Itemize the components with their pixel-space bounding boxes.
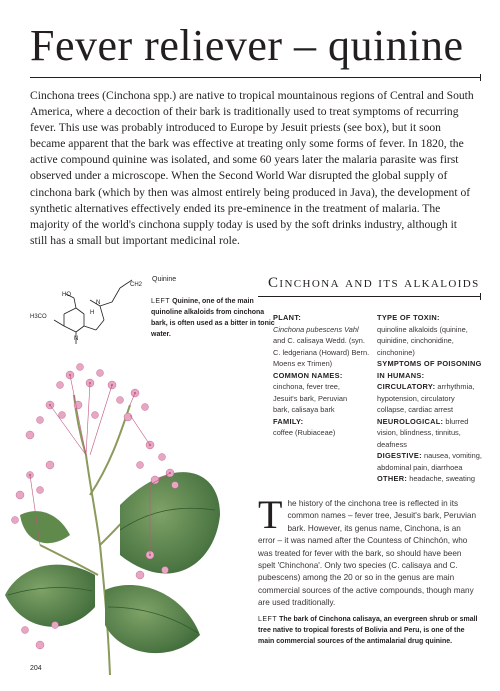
structure-caption [151, 296, 281, 340]
digestive-label: DIGESTIVE: [377, 451, 422, 460]
neurological-value: blurred [445, 416, 469, 426]
circulatory-line [377, 381, 483, 393]
neurological-line [377, 416, 483, 428]
toxin-label: TYPE OF TOXIN: [377, 313, 440, 322]
page-number: 204 [30, 665, 42, 672]
atom-n1: N [96, 300, 101, 306]
toxin-line: cinchonine) [377, 347, 415, 357]
other-line [377, 473, 483, 485]
caption-text: Quinine, one of the main quinoline alkaloids from cinchona bark, is often used as a bitter in tonic water. [151, 298, 275, 338]
circulatory-label: CIRCULATORY: [377, 382, 436, 391]
plant-line: Moens ex Trimen) [273, 359, 333, 368]
neurological-label: NEUROLOGICAL: [377, 416, 444, 426]
family-label: FAMILY: [273, 416, 304, 426]
cinchona-illustration [0, 345, 230, 675]
title-rule [30, 77, 480, 78]
neurological-line: vision, blindness, tinnitus, [377, 428, 461, 437]
atom-ho: HO [62, 292, 71, 298]
body-text: he history of the cinchona tree is reflected in its common names – fever tree, Jesuit's bark, Peruvian bark. However, its genus name, Cinchona, is an error – it was named after the Countess of Chinchón, who was treated for fever with the bark, so should have been spelt 'Chinchona'. Only two species (C. calisaya and C. pubescens) among the 20 or so in the genus are main commercial sources of the active compounds, though many are used traditionally. [258, 499, 477, 608]
circulatory-line: collapse, cardiac arrest [377, 405, 453, 414]
atom-ch2: CH2 [130, 282, 143, 288]
digestive-value: nausea, vomiting, [423, 451, 482, 460]
plant-label: PLANT: [273, 313, 302, 322]
atom-h: H [90, 310, 95, 316]
circulatory-line: hypotension, circulatory [377, 393, 455, 403]
common-names-line: cinchona, fever tree, [273, 382, 340, 391]
symptoms-label: SYMPTOMS OF POISONING [377, 359, 482, 368]
section-heading: Cinchona and its alkaloids [268, 275, 480, 291]
digestive-line: abdominal pain, diarrhoea [377, 462, 463, 472]
intro-paragraph: Cinchona trees (Cinchona spp.) are native to tropical mountainous regions of Central and South America, where a decoction of their bark is traditionally used to treat symptoms of recurring fever. This use was probably introduced to Europe by Jesuit priests (see box), but it soon became apparent that the bark was effective at treating only some forms of fever. In 1820, the active compound quinine was isolated, and some 60 years later the malaria parasite was first observed under a microscope. When the Second World War disrupted the global supply of cinchona bark (which by then was almost entirely being produced in Java), the development of synthetic alternatives effectively ended its pre-eminence in the treatment of malaria. The majority of the world's cinchona supply today is used by the soft drinks industry, although it still has a small but important medicinal role. [30, 89, 474, 247]
plant-line: and C. calisaya Wedd. (syn. [273, 336, 365, 345]
section-rule-tick [480, 293, 481, 300]
common-names-line: bark, calisaya bark [273, 405, 335, 414]
neurological-line: deafness [377, 439, 407, 449]
toxin-line: quinoline alkaloids (quinine, [377, 324, 468, 334]
plant-line: C. ledgeriana (Howard) Bern. [273, 347, 370, 357]
caption-lead: LEFT [258, 616, 278, 623]
page-title: Fever reliever – quinine [30, 21, 464, 70]
illustration-caption [258, 614, 480, 647]
circulatory-value: arrhythmia, [437, 382, 475, 391]
facts-left-column [273, 312, 381, 439]
caption-text: The bark of Cinchona calisaya, an evergreen shrub or small tree native to tropical forests of Bolivia and Peru, is one of the main commercial sources of the antimalarial drug quinine. [258, 616, 478, 645]
facts-right-column [377, 312, 483, 485]
caption-lead: LEFT [151, 298, 171, 305]
digestive-line [377, 450, 483, 462]
common-names-label: COMMON NAMES: [273, 370, 343, 380]
other-label: OTHER: [377, 474, 408, 483]
drop-cap: T [258, 492, 283, 537]
plant-line: Cinchona pubescens Vahl [273, 324, 359, 334]
family-line: coffee (Rubiaceae) [273, 428, 336, 437]
toxin-line: quinidine, cinchonidine, [377, 336, 454, 345]
atom-h3co: H3CO [30, 314, 47, 320]
symptoms-label: IN HUMANS: [377, 370, 425, 380]
section-rule [258, 296, 480, 297]
other-value: headache, sweating [409, 474, 475, 483]
atom-n2: N [74, 336, 79, 342]
structure-label: Quinine [152, 276, 177, 283]
common-names-line: Jesuit's bark, Peruvian [273, 393, 348, 403]
title-rule-tick [480, 74, 481, 81]
body-paragraph [258, 492, 480, 610]
